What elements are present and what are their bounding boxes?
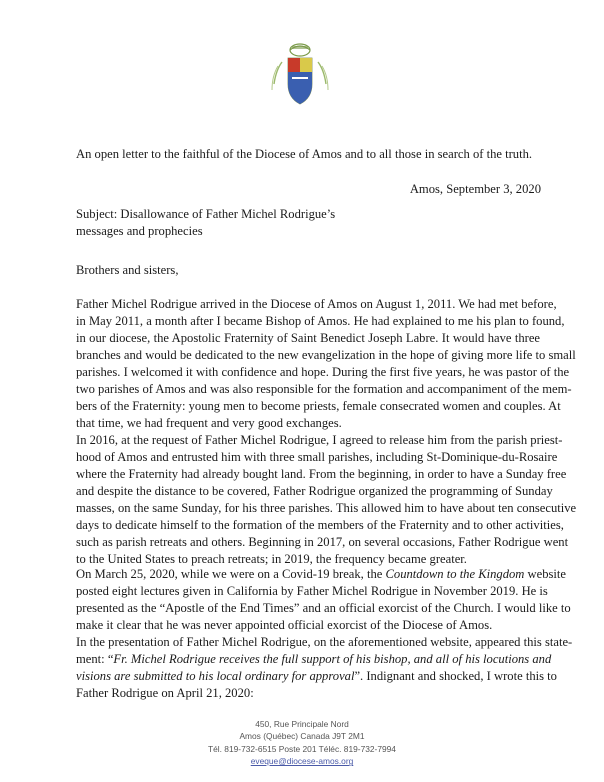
paragraph-3-line: On March 25, 2020, while we were on a Covid-19 break, the Countdown to the Kingdom website (76, 567, 567, 581)
paragraph-1-line: parishes. I welcomed it with confidence and hope. During the first five years, he was pastor of the (76, 365, 570, 379)
paragraph-3-line: presented as the “Apostle of the End Times” and an official exorcist of the Church. I would like to (76, 601, 571, 615)
paragraph-2-line: hood of Amos and entrusted him with three small parishes, including St-Dominique-du-Rosaire (76, 450, 558, 464)
footer-email-link[interactable]: eveque@diocese-amos.org (250, 756, 354, 767)
paragraph-4-line: visions are submitted to his local ordinary for approval”. Indignant and shocked, I wrote this to (76, 669, 557, 683)
paragraph-1-line: in our diocese, the Apostolic Fraternity of Saint Benedict Joseph Labre. It would have three (76, 331, 540, 345)
footer-address: 450, Rue Principale Nord (255, 719, 349, 729)
paragraph-2-line: and despite the distance to be covered, Father Rodrigue organized the programming of Sunday (76, 484, 553, 498)
website-name: Countdown to the Kingdom (385, 567, 525, 581)
quoted-statement: visions are submitted to his local ordinary for approval (76, 669, 355, 683)
paragraph-2-line: such as parish retreats and others. Beginning in 2017, on several occasions, Father Rodrigue went (76, 535, 569, 549)
paragraph-1-line: bers of the Fraternity: young men to become priests, female consecrated women and couples. At (76, 399, 561, 413)
paragraph-3-line: make it clear that he was never appointed official exorcist of the Diocese of Amos. (76, 618, 493, 632)
paragraph-4 (76, 634, 573, 702)
subject-line-2: messages and prophecies (76, 224, 203, 238)
place-date: Amos, September 3, 2020 (409, 182, 541, 196)
paragraph-4-line: Father Rodrigue on April 21, 2020: (76, 686, 254, 700)
paragraph-2-line: masses, on the same Sunday, for his three parishes. This allowed him to have about ten consecutive (76, 501, 577, 515)
paragraph-2-line: where the Fraternity had already bought land. From the beginning, in order to have a Sunday free (76, 467, 567, 481)
subject-line-1: Subject: Disallowance of Father Michel Rodrigue’s (76, 207, 336, 221)
paragraph-2-line: to the United States to preach retreats; in 2019, the frequency became greater. (76, 552, 467, 566)
paragraph-2-line: days to dedicate himself to the formation of the members of the Fraternity and to other activities, (76, 518, 564, 532)
letter-intro: An open letter to the faithful of the Diocese of Amos and to all those in search of the truth. (76, 147, 533, 161)
paragraph-3 (76, 566, 571, 634)
footer-address-block (0, 718, 604, 768)
footer-city: Amos (Québec) Canada J9T 2M1 (239, 731, 365, 742)
paragraph-1 (76, 296, 576, 432)
paragraph-1-line: Father Michel Rodrigue arrived in the Diocese of Amos on August 1, 2011. We had met before, (76, 297, 557, 311)
paragraph-1-line: in May 2011, a month after I became Bishop of Amos. He had explained to me his plan to found, (76, 314, 565, 328)
paragraph-1-line: that time, we had frequent and very good exchanges. (76, 416, 342, 430)
paragraph-3-line: posted eight lectures given in California by Father Michel Rodrigue in November 2019. He is (76, 584, 548, 598)
paragraph-4-line: ment: “Fr. Michel Rodrigue receives the full support of his bishop, and all of his locutions and (76, 652, 552, 666)
salutation: Brothers and sisters, (76, 263, 179, 277)
footer-phone: Tél. 819-732-6515 Poste 201 Téléc. 819-732-7994 (208, 743, 396, 754)
episcopal-coat-of-arms-icon (262, 40, 338, 116)
paragraph-4-line: In the presentation of Father Michel Rodrigue, on the aforementioned website, appeared this state- (76, 635, 573, 649)
quoted-statement: Fr. Michel Rodrigue receives the full support of his bishop, and all of his locutions and (113, 652, 552, 666)
paragraph-2 (76, 432, 577, 568)
paragraph-2-line: In 2016, at the request of Father Michel Rodrigue, I agreed to release him from the parish priest- (76, 433, 563, 447)
paragraph-1-line: two parishes of Amos and was also responsible for the formation and accompaniment of the mem- (76, 382, 572, 396)
paragraph-1-line: branches and would be dedicated to the new evangelization in the hope of giving more life to small (76, 348, 576, 362)
